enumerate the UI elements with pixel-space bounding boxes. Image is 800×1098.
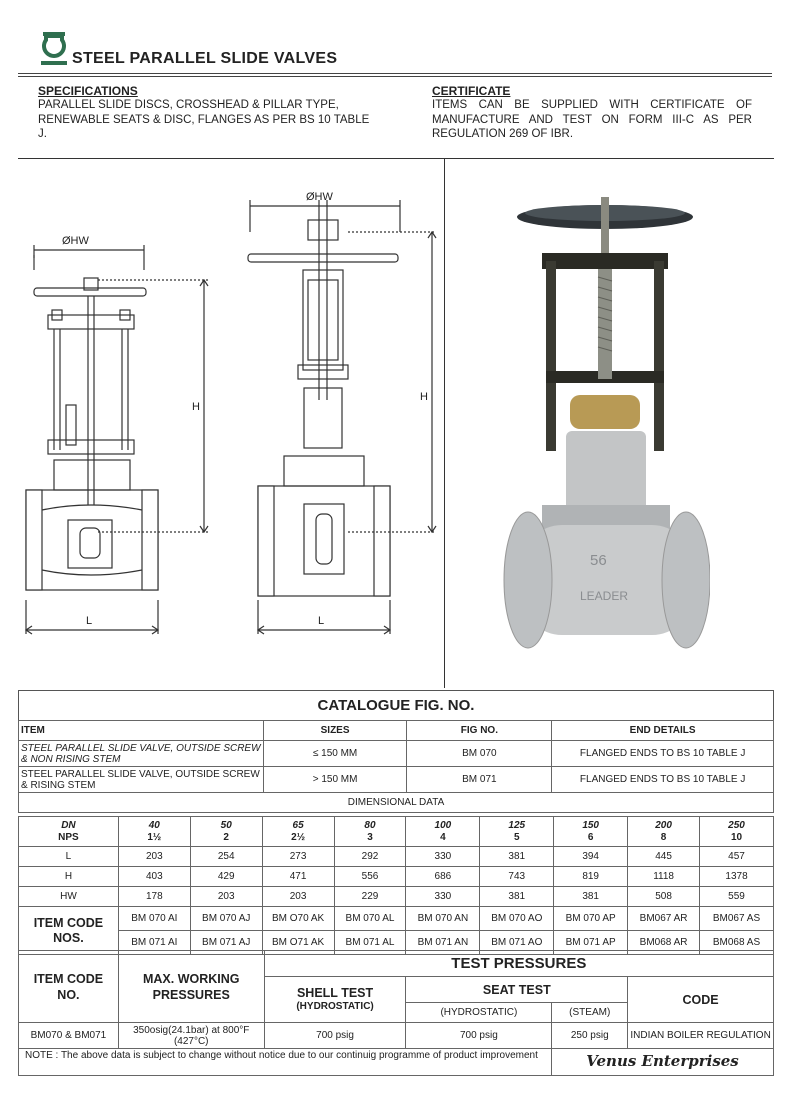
note <box>18 1046 552 1076</box>
casting-brand-mark: LEADER <box>580 589 629 603</box>
table-cell: 457 <box>700 847 774 867</box>
table-cell: BM 071 AO <box>480 931 554 955</box>
code-value-cell: INDIAN BOILER REGULATION <box>628 1023 774 1049</box>
max-pressure-header: MAX. WORKING PRESSURES <box>118 951 264 1023</box>
l-label-right: L <box>318 615 325 627</box>
company-signature: Venus Enterprises <box>552 1046 774 1076</box>
table-cell: BM O70 AK <box>262 907 334 931</box>
end-details-cell: FLANGED ENDS TO BS 10 TABLE J <box>552 741 774 767</box>
table-cell: 471 <box>262 867 334 887</box>
table-cell: BM 070 AJ <box>190 907 262 931</box>
table-cell: BM 071 AN <box>406 931 480 955</box>
header-end-details: END DETAILS <box>552 721 774 741</box>
valve-technical-drawing <box>18 160 444 640</box>
table-row <box>19 741 774 767</box>
brand-logo-icon <box>40 30 68 66</box>
specifications-text: PARALLEL SLIDE DISCS, CROSSHEAD & PILLAR TYPE, RENEWABLE SEATS & DISC, FLANGES AS PER BS 10 TABLE J. <box>38 99 370 140</box>
size-header: 200 8 <box>628 817 700 847</box>
h-row <box>19 867 774 887</box>
item-cell: STEEL PARALLEL SLIDE VALVE, OUTSIDE SCREW & RISING STEM <box>19 767 264 793</box>
table-cell: BM 071 AP <box>554 931 628 955</box>
l-label-left: L <box>86 615 93 627</box>
table-cell: BM O71 AK <box>262 931 334 955</box>
fig-no-cell: BM 070 <box>407 741 552 767</box>
size-header: 250 10 <box>700 817 774 847</box>
table-cell: 381 <box>480 847 554 867</box>
header-divider <box>18 73 772 74</box>
table-cell: 203 <box>262 887 334 907</box>
size-header: 125 5 <box>480 817 554 847</box>
row-label: L <box>19 847 119 867</box>
size-header: 40 1½ <box>118 817 190 847</box>
seat-hydro-value-cell: 700 psig <box>406 1023 552 1049</box>
table-cell: BM067 AR <box>628 907 700 931</box>
table-cell: 1378 <box>700 867 774 887</box>
l-row <box>19 847 774 867</box>
item-cell: STEEL PARALLEL SLIDE VALVE, OUTSIDE SCREW & NON RISING STEM <box>19 741 264 767</box>
item-codes-cell: BM070 & BM071 <box>19 1023 119 1049</box>
row-label: H <box>19 867 119 887</box>
hw-label-left: ØHW <box>62 235 89 247</box>
note-text: The above data is subject to change without notice due to our continuig programme of product improvement <box>60 1050 538 1061</box>
catalogue-table <box>18 720 774 813</box>
table-cell: 381 <box>554 887 628 907</box>
code-header: CODE <box>628 977 774 1023</box>
table-cell: BM068 AR <box>628 931 700 955</box>
table-cell: 330 <box>406 847 480 867</box>
figure-divider <box>444 158 445 688</box>
table-cell: BM068 AS <box>700 931 774 955</box>
table-cell: 254 <box>190 847 262 867</box>
casting-size-mark: 56 <box>590 552 607 569</box>
fig-no-cell: BM 071 <box>407 767 552 793</box>
size-header: 65 2½ <box>262 817 334 847</box>
sizes-cell: ≤ 150 MM <box>263 741 407 767</box>
catalogue-header-row <box>19 721 774 741</box>
test-pressures-table <box>18 950 774 1049</box>
page-title: STEEL PARALLEL SLIDE VALVES <box>72 50 338 67</box>
table-cell: 381 <box>480 887 554 907</box>
shell-value-cell: 700 psig <box>264 1023 406 1049</box>
code-070-row <box>19 907 774 931</box>
table-cell: 445 <box>628 847 700 867</box>
header-item: ITEM <box>19 721 264 741</box>
table-cell: BM 070 AO <box>480 907 554 931</box>
catalogue-title: CATALOGUE FIG. NO. <box>18 690 774 720</box>
table-cell: BM 071 AI <box>118 931 190 955</box>
table-cell: 403 <box>118 867 190 887</box>
dn-nps-header <box>19 817 119 847</box>
certificate-heading: CERTIFICATE <box>432 84 511 98</box>
size-header: 100 4 <box>406 817 480 847</box>
max-pressure-cell: 350osig(24.1bar) at 800°F (427°C) <box>118 1023 264 1049</box>
header-divider-2 <box>18 76 772 77</box>
table-cell: 178 <box>118 887 190 907</box>
table-cell: 819 <box>554 867 628 887</box>
table-cell: 203 <box>190 887 262 907</box>
table-cell: 1118 <box>628 867 700 887</box>
table-cell: 394 <box>554 847 628 867</box>
table-row <box>19 1023 774 1049</box>
table-cell: BM 071 AL <box>334 931 406 955</box>
header-sizes: SIZES <box>263 721 407 741</box>
table-cell: 429 <box>190 867 262 887</box>
table-cell: BM 070 AI <box>118 907 190 931</box>
seat-steam-value-cell: 250 psig <box>552 1023 628 1049</box>
hw-label-right: ØHW <box>306 191 333 203</box>
dn-label: DN <box>61 819 76 831</box>
sizes-cell: > 150 MM <box>263 767 407 793</box>
dn-nps-row <box>19 817 774 847</box>
test-pressures-header: TEST PRESSURES <box>264 951 773 977</box>
hw-row <box>19 887 774 907</box>
dimensional-label-row <box>19 793 774 813</box>
table-cell: 229 <box>334 887 406 907</box>
table-cell: 743 <box>480 867 554 887</box>
table-cell: 508 <box>628 887 700 907</box>
valve-photo <box>490 185 710 655</box>
table-cell: BM067 AS <box>700 907 774 931</box>
table-cell: 273 <box>262 847 334 867</box>
shell-test-header: SHELL TEST (HYDROSTATIC) <box>264 977 406 1023</box>
size-header: 80 3 <box>334 817 406 847</box>
note-label: NOTE : <box>25 1050 59 1061</box>
table-cell: BM 070 AP <box>554 907 628 931</box>
h-label-left: H <box>192 401 200 413</box>
size-header: 50 2 <box>190 817 262 847</box>
table-cell: 686 <box>406 867 480 887</box>
size-header: 150 6 <box>554 817 628 847</box>
table-cell: 330 <box>406 887 480 907</box>
certificate-text: ITEMS CAN BE SUPPLIED WITH CERTIFICATE OF MANUFACTURE AND TEST ON FORM III-C AS PER REGULATION 269 OF IBR. <box>432 99 752 140</box>
seat-hydro-header: (HYDROSTATIC) <box>406 1003 552 1023</box>
table-cell: 203 <box>118 847 190 867</box>
table-cell: 292 <box>334 847 406 867</box>
dimensions-table <box>18 816 774 955</box>
dimensional-data-label: DIMENSIONAL DATA <box>19 793 774 813</box>
seat-steam-header: (STEAM) <box>552 1003 628 1023</box>
table-cell: 556 <box>334 867 406 887</box>
seat-test-header: SEAT TEST <box>406 977 628 1003</box>
specifications-section <box>38 84 378 142</box>
end-details-cell: FLANGED ENDS TO BS 10 TABLE J <box>552 767 774 793</box>
header-fig-no: FIG NO. <box>407 721 552 741</box>
row-label: HW <box>19 887 119 907</box>
table-cell: 559 <box>700 887 774 907</box>
specifications-heading: SPECIFICATIONS <box>38 84 138 98</box>
certificate-section <box>432 84 752 142</box>
table-cell: BM 070 AL <box>334 907 406 931</box>
h-label-right: H <box>420 391 428 403</box>
item-code-header: ITEM CODE NO. <box>19 951 119 1023</box>
table-row <box>19 767 774 793</box>
item-code-label: ITEM CODE NOS. <box>19 907 119 955</box>
nps-label: NPS <box>58 831 79 843</box>
table-cell: BM 070 AN <box>406 907 480 931</box>
table-cell: BM 071 AJ <box>190 931 262 955</box>
